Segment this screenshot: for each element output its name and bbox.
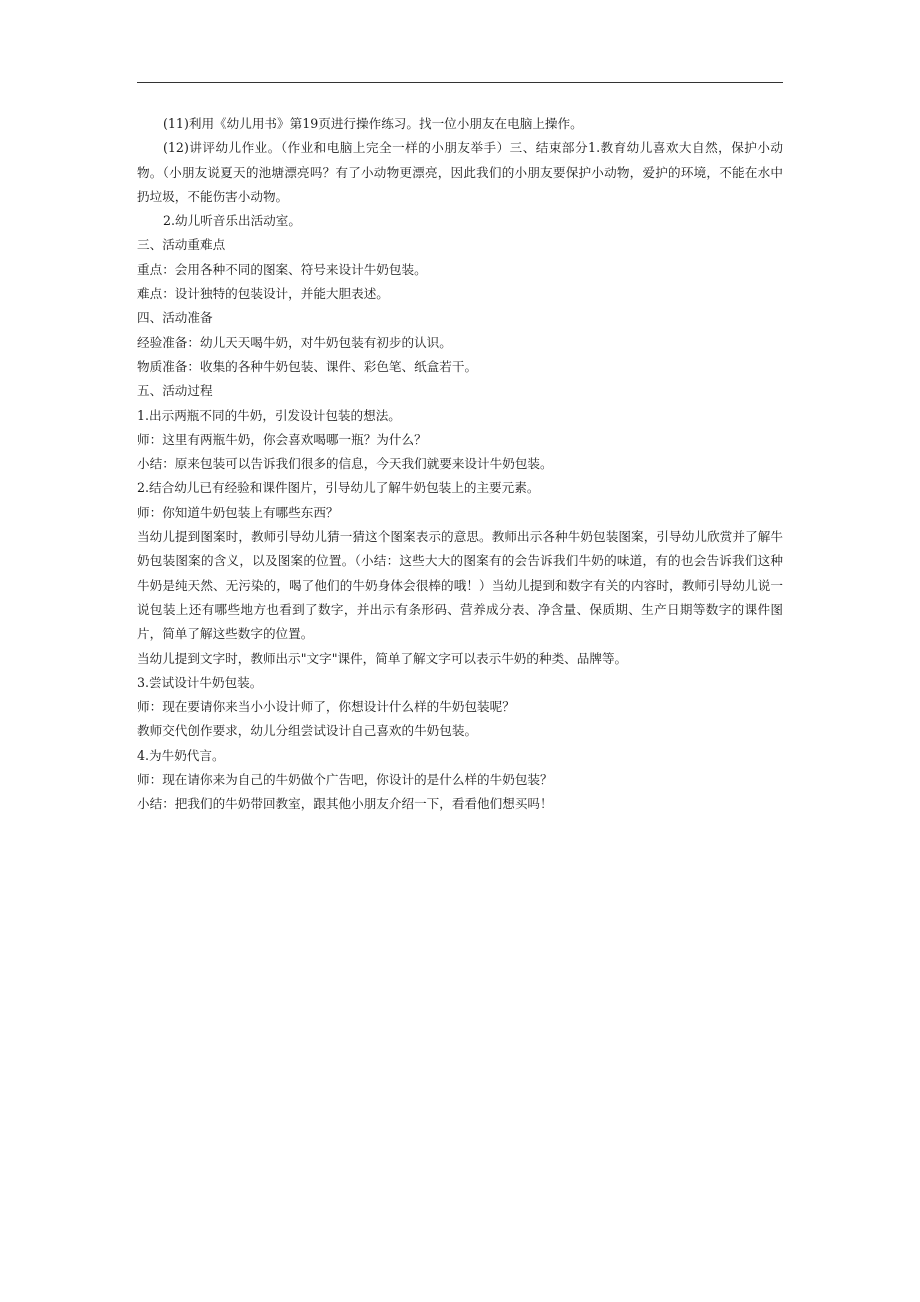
- paragraph: 小结：原来包装可以告诉我们很多的信息，今天我们就要来设计牛奶包装。: [137, 456, 553, 472]
- paragraph: 物质准备：收集的各种牛奶包装、课件、彩色笔、纸盒若干。: [137, 358, 478, 374]
- paragraph: (11)利用《幼儿用书》第19页进行操作练习。找一位小朋友在电脑上操作。: [163, 116, 583, 131]
- paragraph: 经验准备：幼儿天天喝牛奶，对牛奶包装有初步的认识。: [137, 334, 452, 350]
- paragraph: 教师交代创作要求，幼儿分组尝试设计自己喜欢的牛奶包装。: [137, 723, 478, 739]
- header-rule: [137, 82, 783, 83]
- document-body: [137, 112, 783, 817]
- paragraph: 4.为牛奶代言。: [137, 747, 225, 763]
- paragraph: 3.尝试设计牛奶包装。: [137, 674, 263, 690]
- paragraph: 当幼儿提到图案时，教师引导幼儿猜一猜这个图案表示的意思。教师出示各种牛奶包装图案，引导幼儿欣赏并了解牛奶包装图案的含义，以及图案的位置。（小结：这些大大的图案有的会告诉我们牛奶的味道，有的也会告诉我们这种牛奶是纯天然、无污染的，喝了他们的牛奶身体会很棒的哦！）当幼儿提到和数字有关的内容时，教师引导幼儿说一说包装上还有哪些地方也看到了数字，并出示有条形码、营养成分表、净含量、保质期、生产日期等数字的课件图片，简单了解这些数字的位置。: [137, 529, 783, 642]
- paragraph: 四、活动准备: [137, 310, 213, 326]
- paragraph: 难点：设计独特的包装设计，并能大胆表述。: [137, 286, 389, 302]
- paragraph: 师：现在请你来为自己的牛奶做个广告吧，你设计的是什么样的牛奶包装？: [137, 772, 553, 788]
- paragraph: 师：现在要请你来当小小设计师了，你想设计什么样的牛奶包装呢？: [137, 699, 515, 715]
- paragraph: 2.结合幼儿已有经验和课件图片，引导幼儿了解牛奶包装上的主要元素。: [137, 480, 540, 496]
- paragraph: 1.出示两瓶不同的牛奶，引发设计包装的想法。: [137, 407, 401, 423]
- paragraph: 2.幼儿听音乐出活动室。: [163, 213, 301, 229]
- paragraph: 师：你知道牛奶包装上有哪些东西？: [137, 504, 339, 520]
- paragraph: 当幼儿提到文字时，教师出示"文字"课件，简单了解文字可以表示牛奶的种类、品牌等。: [137, 650, 628, 666]
- paragraph: (12)讲评幼儿作业。（作业和电脑上完全一样的小朋友举手）三、结束部分1.教育幼儿喜欢大自然，保护小动物。（小朋友说夏天的池塘漂亮吗？有了小动物更漂亮，因此我们的小朋友要保护小动物，爱护的环境，不能在水中扔垃圾，不能伤害小动物。: [137, 140, 783, 204]
- paragraph: 小结：把我们的牛奶带回教室，跟其他小朋友介绍一下，看看他们想买吗！: [137, 796, 553, 812]
- paragraph: 五、活动过程: [137, 383, 213, 399]
- paragraph: 三、活动重难点: [137, 237, 226, 253]
- paragraph: 重点：会用各种不同的图案、符号来设计牛奶包装。: [137, 261, 427, 277]
- paragraph: 师：这里有两瓶牛奶，你会喜欢喝哪一瓶？为什么？: [137, 431, 427, 447]
